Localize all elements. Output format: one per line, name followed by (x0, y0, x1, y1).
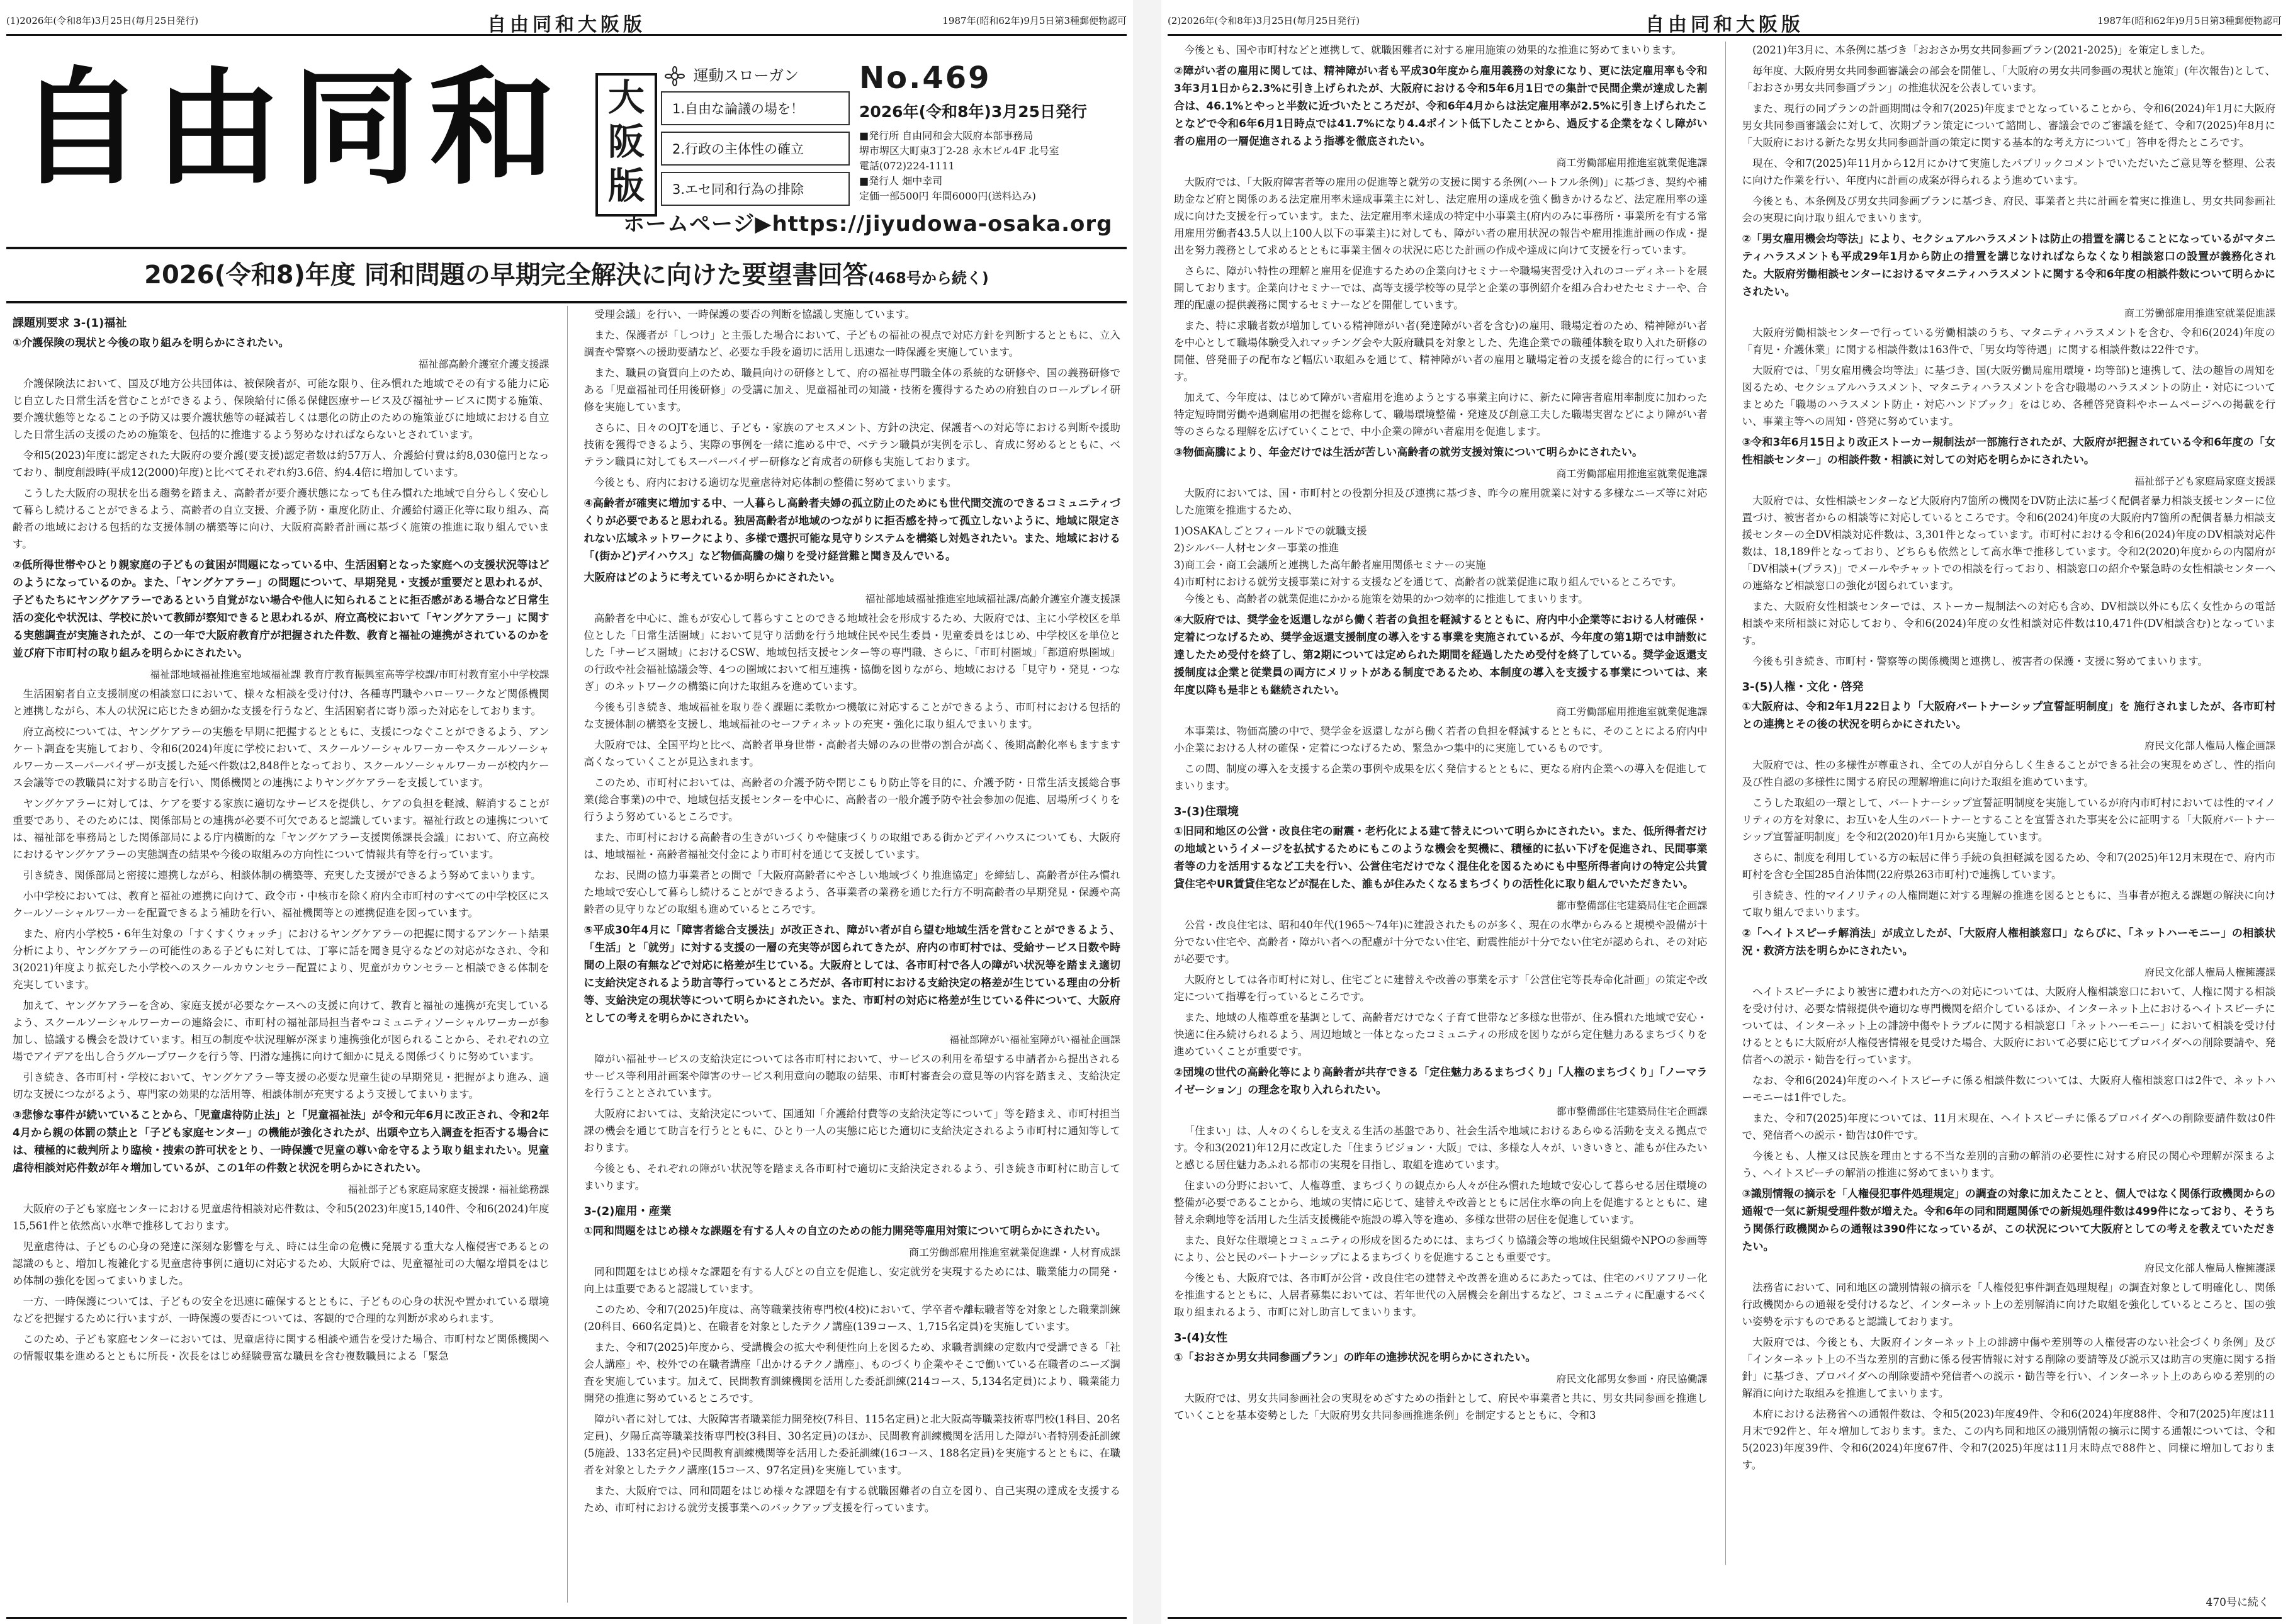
paragraph: こうした大阪府の現状を出る趨勢を踏まえ、高齢者が要介護状態になっても住み慣れた地域で自分らしく安心して暮らし続けることができるよう、高齢者の自立支援、介護予防・重度化防止、介護給付適正化等に取り組み、高齢者の地域における包括的な支援体制の構築等に向け、大阪府高齢者計画に基づく施策の推進に取り組んでいます。 (13, 487, 549, 550)
paragraph: 府立高校については、ヤングケアラーの実態を早期に把握するとともに、支援につなぐことができるよう、アンケート調査を実施しており、令和6(2024)年度に学校において、スクールソーシャルワーカーやスクールソーシャルワーカースーパーバイザーが支援した延べ件数は2,848件となっており、スクールソーシャルワーカーが校内ケース会議等での教職員に対する助言を行い、関係機関との連携によりヤングケアラーを支援しています。 (13, 726, 549, 789)
question: ①大阪府は、令和2年1月22日より「大阪府パートナーシップ宣誓証明制度」を 施行されましたが、各市町村との連携とその後の状況を明らかにされたい。 (1742, 701, 2275, 731)
paragraph: 公営・改良住宅は、昭和40年代(1965〜74年)に建設されたものが多く、現在の水準からみると規模や設備が十分でない住宅や、高齢者・障がい者への配慮が十分でない住宅、耐震性能が十分でない住宅が認められ、その対応が必要です。 (1174, 919, 1708, 965)
paragraph: 大阪府では、男女共同参画社会の実現をめざすための指針として、府民や事業者と共に、男女共同参画を推進していくことを基本姿勢とした「大阪府男女共同参画推進条例」を制定するとともに、令和3 (1174, 1392, 1708, 1421)
page-bottom-rule (1168, 1617, 2282, 1619)
page-header-right (1168, 9, 2282, 36)
article-columns-left (13, 306, 1120, 1603)
paragraph: 今後も引き続き、市町村・警察等の関係機関と連携し、被害者の保護・支援に努めてまいります。 (1752, 655, 2209, 667)
slogan-item-1: 1.自由な論議の場を！ (661, 91, 850, 125)
question: ⑤平成30年4月に「障害者総合支援法」が改正され、障がい者が自ら望む地域生活を営むことができるよう、「生活」と「就労」に対する支援の一層の充実等が図られてきたが、府内の市町村では、受給サービス日数や時間の上限の有無などで対応に格差が生じている。大阪府としては、各市町村で各人の障がい状況等を踏まえ適切に支給決定されるよう助言等行っているところだが、各市町村における支給決定の格差が生じている理由の分析等、支給決定の現状等について明らかにされたい。また、市町村の対応に格差が生じている件について、大阪府としての考えを明らかにされたい。 (583, 924, 1120, 1025)
paragraph: なお、民間の協力事業者との間で「大阪府高齢者にやさしい地域づくり推進協定」を締結し、高齢者が住み慣れた地域で安心して暮らし続けることができるよう、各事業者の業務を通じた行方不明高齢者の早期発見・保護や高齢者の見守りなどの取組も進めているところです。 (583, 869, 1120, 915)
paragraph: 大阪府では、全国平均と比べ、高齢者単身世帯・高齢者夫婦のみの世帯の割合が高く、後期高齢化率もますます高くなっていくことが見込まれます。 (583, 739, 1120, 768)
paragraph: 大阪府では、「大阪府障害者等の雇用の促進等と就労の支援に関する条例(ハートフル条例)」に基づき、契約や補助金など府と関係のある法定雇用率未達成事業主に対し、法定雇用の達成を強く働きかけるなど、法定雇用率の達成に向けた支援を行っています。また、法定雇用率未達成の特定中小事業主(府内のみに事務所・事業所を有する常用雇用労働者43.5人以上100人以下の事業主)に対しても、障がい者の雇用状況の報告や雇用推進計画の作成・提出を努力義務として求めるとともに事業主個々の状況に応じた計画の作成や達成に向けて支援を行っています。 (1174, 176, 1708, 256)
question: ①旧同和地区の公営・改良住宅の耐震・老朽化による建て替えについて明らかにされたい。また、低所得者だけの地域というイメージを払拭するためにもこのような機会を契機に、積極的に払い下げを促進され、民間事業者等の力を活用するなど工夫を行い、公営住宅だけでなく混住化を図るためにも中堅所得者向けの特定公共賃貸住宅やUR賃貸住宅などが混在した、誰もが住みたくなるまちづくりの活性化に取り組んでいただきたい。 (1174, 825, 1708, 891)
paragraph: ヘイトスピーチにより被害に遭われた方への対応については、大阪府人権相談窓口において、人権に関する相談を受け付け、必要な情報提供や適切な専門機関を紹介しているほか、インターネット上におけるヘイトスピーチについては、インターネット上の誹謗中傷やトラブルに関する相談窓口「ネットハーモニー」において相談を受け付けるとともに大阪府が人権侵害情報を見受けた場合、大阪府において必要に応じてプロバイダへの削除要請や、発信者への説示・勧告を行っています。 (1742, 986, 2275, 1066)
paragraph: また、令和7(2025)年度については、11月末現在、ヘイトスピーチに係るプロバイダへの削除要請件数は0件で、発信者への説示・勧告は0件です。 (1742, 1112, 2275, 1141)
paragraph: 大阪府の子ども家庭センターにおける児童虐待相談対応件数は、令和5(2023)年度15,140件、令和6(2024)年度15,561件と依然高い水準で推移しております。 (13, 1203, 549, 1232)
question: ③識別情報の摘示を「人権侵犯事件処理規定」の調査の対象に加えたことと、個人ではなく関係行政機関からの通報で一気に新規受理件数が増えた。令和6年の同和問題関係での新規処理件数は499件になっており、そうちう関係行政機関からの通報は390件になっているが、この状況について大阪府としての考えを教えていただきたい。 (1742, 1188, 2275, 1253)
page-header-left (6, 9, 1127, 36)
paragraph: 今後とも、大阪府では、各市町が公営・改良住宅の建替えや改善を進めるにあたっては、住宅のバリアフリー化を推進するとともに、人居者募集においては、若年世代の入居機会を創出するなど、コミュニティに配慮するべく取り組まれるよう、市町に対し助言してまいります。 (1174, 1272, 1708, 1318)
department: 府民文化部人権局人権企画課 (2144, 740, 2275, 752)
headline-text: 2026(令和8)年度 同和問題の早期完全解決に向けた要望書回答 (144, 261, 868, 290)
department: 都市整備部住宅建築局住宅企画課 (1556, 1105, 1708, 1117)
paragraph: また、良好な住環境とコミュニティの形成を図るためには、まちづくり協議会等の地域住民組織やNPOの参画等により、公と民のパートナーシップによるまちづくりを促進することも重要です。 (1174, 1234, 1708, 1263)
publisher-line: 電話(072)224-1111 (859, 160, 955, 172)
paragraph: 同和問題をはじめ様々な課題を有する人びとの自立を促進し、安定就労を実現するためには、職業能力の開発・向上は重要であると認識しています。 (583, 1266, 1120, 1295)
question: ①「おおさか男女共同参画プラン」の昨年の進捗状況を明らかにされたい。 (1174, 1351, 1536, 1364)
department: 都市整備部住宅建築局住宅企画課 (1556, 899, 1708, 911)
page-bottom-rule (6, 1617, 1127, 1619)
section-heading: 課題別要求 3-(1)福祉 (13, 317, 127, 330)
article-columns-right (1174, 42, 2275, 1565)
paragraph: 小中学校においては、教育と福祉の連携に向けて、政令市・中核市を除く府内全市町村のすべての中学校区にスクールソーシャルワーカーを配置できるよう補助を行い、福祉機関等との連携促進を図っています。 (13, 890, 549, 919)
paragraph: (2021)年3月に、本条例に基づき「おおさか男女共同参画プラン(2021-2025)」を策定しました。 (1752, 44, 2211, 56)
question: ②「ヘイトスピーチ解消法」が成立したが、「大阪府人権相談窓口」ならびに、「ネットハーモニー」の相談状況・救済方法を明らかにされたい。 (1742, 927, 2275, 957)
paragraph: 引き続き、性的マイノリティの人権問題に対する理解の推進を図るとともに、当事者が抱える課題の解決に向けて取り組んでまいります。 (1742, 889, 2275, 918)
newspaper-page-right (1161, 0, 2288, 1624)
paragraph: 今後も引き続き、地域福祉を取り巻く課題に柔軟かつ機敏に対応することができるよう、市町村における包括的な支援体制の構築を支援し、地域福祉のセーフティネットの充実・強化に取り組んでまいります。 (583, 701, 1120, 730)
paragraph: また、特に求職者数が増加している精神障がい者(発達障がい者を含む)の雇用、職場定着のため、精神障がい者を中心として職場体験受入れマッチング会や大阪府職員を対象とした、先進企業での職種体験を取り入れた研修の開催、啓発冊子の配布など幅広い取組みを通じて、精神障がい者の雇用と職場定着の支援を総合的に行っています。 (1174, 320, 1708, 383)
department: 商工労働部雇用推進室就業促進課 (1556, 157, 1708, 169)
question: ②障がい者の雇用に関しては、精神障がい者も平成30年度から雇用義務の対象になり、更に法定雇用率も令和3年3月1日から2.3%に引き上げられたが、大阪府における令和5年6月1日での集計で民間企業が達成した割合は、46.1%とやっと半数に近づいたところだが、令和6年4月からは法定雇用率が2.5%に引き上げられたことなどで令和6年6月1日時点では41.7%になり4.4ポイント低下したことから、過反する企業をなくし障がい者の雇用の一層促進されるよう指導を徹底されたい。 (1174, 65, 1708, 148)
paragraph: 引き続き、関係部局と密接に連携しながら、相談体制の構築等、充実した支援ができるよう努めてまいります。 (23, 869, 541, 881)
question: ③令和3年6月15日より改正ストーカー規制法が一部施行されたが、大阪府が把握されている令和6年度の「女性相談センター」の相談件数・相談に対しての対応を明らかにされたい。 (1742, 436, 2275, 466)
department: 福祉部障がい福祉室障がい福祉企画課 (949, 1034, 1120, 1046)
paragraph: 大阪府では、性の多様性が尊重され、全ての人が自分らしく生きることができる社会の実現をめざし、性的指向及び性自認の多様性に関する府民の理解増進に向けた取組を進めています。 (1742, 759, 2275, 788)
paragraph: 加えて、今年度は、はじめて障がい者雇用を進めようとする事業主向けに、新たに障害者雇用率制度に加わった特定短時間労働や過剰雇用の把握を総称して、職場環境整備・発達及び創意工夫した職場実習などにより障がい者等のさらなる理解を広げていくことで、中小企業の障がい者雇用を促進します。 (1174, 392, 1708, 437)
issue-date: 2026年(令和8年)3月25日発行 (859, 103, 1088, 121)
header-title-left: 自由同和大阪版 (487, 14, 646, 36)
paragraph: 大阪府としては各市町村に対し、住宅ごとに建替えや改善の事業を示す「公営住宅等長寿命化計画」の策定や改定について指導を行っているところです。 (1174, 974, 1708, 1003)
article-column-1 (13, 306, 549, 1603)
department: 福祉部高齢介護室介護支援課 (418, 358, 549, 370)
paragraph: 介護保険法において、国及び地方公共団体は、被保険者が、可能な限り、住み慣れた地域でその有する能力に応じ自立した日常生活を営むことができるよう、保険給付に係る保健医療サービス及び福祉サービスに関する施策、要介護状態等となることの予防又は要介護状態等の軽減若しくは悪化の防止のための施策並びに地域における自立した日常生活の支援のための施策を、包括的に推進するよう努めなければならないとされています。 (13, 378, 549, 441)
header-date-right: (2)2026年(令和8年)3月25日(毎月25日発行) (1168, 15, 1360, 26)
paragraph: 大阪府では、女性相談センターなど大阪府内7箇所の機関をDV防止法に基づく配偶者暴力相談支援センターに位置づけ、被害者からの相談等に対応しているところです。令和6(2024)年度の大阪府内7箇所の配偶者暴力相談支援センターの全DV相談対応件数は、3,301件となっています。市町村における令和6(2024)年度のDV相談対応件数は、18,189件となっており、どちらも依然として高水準で推移しています。令和2(2020)年度からの内閣府が「DV相談+(プラス)」でメールやチャットでの相談を行っており、相談窓口の紹介や緊急時の女性相談センターへの連絡など相談窓口の強化が図られています。 (1742, 495, 2275, 592)
paragraph: ヤングケアラーに対しては、ケアを要する家族に適切なサービスを提供し、ケアの負担を軽減、解消することが重要であり、そのためには、関係部局との連携が必要不可欠であると認識しています。福祉行政との連携については、福祉部を事務局とした関係部局による庁内横断的な「ヤングケアラー支援関係課長会議」において、府立高校におけるヤングケアラーの実態調査の結果や今後の取組みの方向性について情報共有等を行っています。 (13, 798, 549, 860)
main-headline (6, 247, 1127, 303)
department: 商工労働部雇用推進室就業促進課 (2124, 307, 2275, 319)
question: ④大阪府では、奨学金を返還しながら働く若者の負担を軽減するとともに、府内中小企業等における人材確保・定着につなげるため、奨学金返還支援制度の導入をする事業を実施されているが、今年度の第1期では申請数に達したため受付を終了し、第2期については定められた期間を経過したため受付を終了している。奨学金返還支援制度は企業と従業員の両方にメリットがある制度であるため、本制度の導入を支援する事業については、来年度以降も是非とも継続されたい。 (1174, 614, 1708, 697)
department: 福祉部地域福祉推進室地域福祉課 教育庁教育振興室高等学校課/市町村教育室小中学校課 (150, 668, 549, 680)
paragraph: このため、子ども家庭センターにおいては、児童虐待に関する相談や通告を受けた場合、市町村など関係機関への情報収集を進めるとともに所長・次長をはじめ経験豊富な職員を含む複数職員による「緊急 (13, 1333, 549, 1362)
header-date-left: (1)2026年(令和8年)3月25日(毎月25日発行) (6, 15, 199, 26)
publisher-line: 定価一部500円 年間6000円(送料込み) (859, 190, 1036, 202)
paragraph: 今後とも、高齢者の就業促進にかかる施策を効果的かつ効率的に推進してまいります。 (1184, 593, 1589, 605)
paragraph: 引き続き、各市町村・学校において、ヤングケアラー等支援の必要な児童生徒の早期発見・把握がより進み、適切な支援につながるよう、専門家の効果的な活用等、相談体制が充実するよう支援してまいります。 (13, 1071, 549, 1100)
headline-sub: (468号から続く) (867, 269, 989, 287)
paragraph: なお、令和6(2024)年度のヘイトスピーチに係る相談件数については、大阪府人権相談窓口は2件で、ネットハーモニーは1件でした。 (1742, 1074, 2275, 1103)
paragraph: 大阪府においては、支給決定について、国通知「介護給付費等の支給決定等について」等を踏まえ、市町村担当課の機会を通じて助言を行うとともに、ひとり一人の実態に応じた適切に支給決定されるよう市町村に通知等しております。 (583, 1108, 1120, 1154)
department: 府民文化部人権局人権擁護課 (2144, 1262, 2275, 1274)
paragraph: また、市町村における高齢者の生きがいづくりや健康づくりの取組である街かどデイハウスについても、大阪府は、地域福祉・高齢者福祉交付金により市町村を通じて支援しています。 (583, 832, 1120, 860)
paragraph: こうした取組の一環として、パートナーシップ宣誓証明制度を実施しているが府内市町村においては性的マイノリティの方を対象に、お互いを人生のパートナーとすることを宣誓された事実を公に証明する「大阪府パートナーシップ宣誓証明制度」を令和2(2020)年1月から実施しています。 (1742, 797, 2275, 843)
article-column-2 (567, 306, 1121, 1603)
paragraph: また、現行の同プランの計画期間は令和7(2025)年度までとなっていることから、令和6(2024)年1月に大阪府男女共同参画審議会に対して、次期プラン策定について諮問し、審議会でのご審議を経て、令和7(2025)年8月に「大阪府における新たな男女共同参画計画の策定に関する基本的な考え方について」答申を得たところです。 (1742, 103, 2275, 149)
question: ④高齢者が確実に増加する中、一人暮らし高齢者夫婦の孤立防止のためにも世代間交流のできるコミュニティづくりが必要であると思われる。独居高齢者が地域のつながりに拒否感を持って孤立しないように、地域に限定されない広域ネットワークにより、多様で選択可能な見守りシステムを構築し対処されたい。また、地域における「(街かど)デイハウス」など物価高騰の煽りを受け経営難と聞き及んでいる。 (583, 497, 1120, 563)
question: ②団塊の世代の高齢化等により高齢者が共存できる「定住魅力あるまちづくり」「人権のまちづくり」「ノーマライゼーション」の理念を取り入れられたい。 (1174, 1066, 1708, 1097)
section-heading: 3-(3)住環境 (1174, 805, 1239, 818)
paragraph: 本事業は、物価高騰の中で、奨学金を返還しながら働く若者の負担を軽減するとともに、そのことによる府内中小企業における人材の確保・定着につなげるため、緊急かつ集中的に実施しているものです。 (1174, 725, 1708, 754)
paragraph: また、保護者が「しつけ」と主張した場合において、子どもの福祉の視点で対応方針を判断するとともに、立入調査や警察への援助要請など、必要な手段を適切に活用し迅速な一時保護を実施しています。 (583, 329, 1120, 358)
newspaper-page-left (0, 0, 1133, 1624)
department: 商工労働部雇用推進室就業促進課・人材育成課 (908, 1246, 1120, 1258)
paragraph: 「住まい」は、人々のくらしを支える生活の基盤であり、社会生活や地域におけるあらゆる活動を支える拠点です。令和3(2021)年12月に改定した「住まうビジョン・大阪」では、多様な人々が、いきいきと、誰もが住みたいと感じる居住魅力あふれる都市の実現を目指し、取組を進めています。 (1174, 1125, 1708, 1171)
paragraph: さらに、障がい特性の理解と雇用を促進するための企業向けセミナーや職場実習受け入れのコーディネートを展開しております。企業向けセミナーでは、高等支援学校等の見学と企業の事例紹介を組み合わせたセミナーや、合理的配慮の提供義務に関するセミナーなどを開催しています。 (1174, 265, 1708, 311)
slogan-item-3: 3.エセ同和行為の排除 (661, 172, 850, 206)
paragraph: この間、制度の導入を支援する企業の事例や成果を広く発信するとともに、更なる府内企業への導入を促進してまいります。 (1174, 763, 1708, 792)
paragraph: 加えて、ヤングケアラーを含め、家庭支援が必要なケースへの支援に向けて、教育と福祉の連携が充実しているよう、スクールソーシャルワーカーの連絡会に、市町村の福祉部局担当者やコミュニティソーシャルワーカーが参加し、協議する機会を設けています。相互の制度や状況理解が深まり連携強化が図られることから、それぞれの立場でアイデアを出し合うグループワークを行う等、円滑な連携に向けて細かに見える関係づくりに努めています。 (13, 1000, 549, 1063)
department: 商工労働部雇用推進室就業促進課 (1556, 706, 1708, 718)
paragraph: このため、令和7(2025)年度は、高等職業技術専門校(4校)において、学卒者や離転職者等を対象とした職業訓練(20科目、660名定員)と、在職者を対象としたテクノ講座(139コース、1,715名定員)を実施しています。 (583, 1304, 1120, 1333)
question: ③悲惨な事件が続いていることから、「児童虐待防止法」と「児童福祉法」が令和元年6月に改正され、令和2年4月から親の体罰の禁止と「子ども家庭センター」の機能が強化されたが、出頭や立ち入調査を拒否する場合には、積極的に裁判所より臨検・捜索の許可状をとり、一時保護で児童の尊い命を守るよう取り組まれたい。児童虐待相談対応件数が年々増加しているが、この1年の件数と状況を明らかにされたい。 (13, 1109, 549, 1175)
newspaper-logo: 自由同和 (18, 54, 567, 202)
paragraph: 本府における法務省への通報件数は、令和5(2023)年度49件、令和6(2024)年度88件、令和7(2025)年度は11月末で92件と、年々増加しております。また、この内ち同和地区の識別情報の摘示に関する通報については、令和5(2023)年度39件、令和6(2024)年度67件、令和7(2025)年度は11月末時点で88件と、同様に増加しております。 (1742, 1408, 2275, 1471)
question: ①同和問題をはじめ様々な課題を有する人々の自立のための能力開発等雇用対策について明らかにされたい。 (583, 1225, 1107, 1238)
paragraph: 令和5(2023)年度に認定された大阪府の要介護(要支援)認定者数は約57万人、介護給付費は約8,030億円となっており、制度創設時(平成12(2000)年度)と比べてそれぞれ約3.6倍、約4.4倍に増加しています。 (13, 449, 549, 478)
flower-icon (665, 66, 685, 86)
paragraph: 現在、令和7(2025)年11月から12月にかけて実施したパブリックコメントでいただいたご意見等を整理、公表に向けた作業を行い、年度内に計画の成案が得られるよう進めています。 (1742, 157, 2275, 186)
header-title-right: 自由同和大阪版 (1645, 14, 1804, 36)
paragraph: 大阪府においては、国・市町村との役割分担及び連携に基づき、昨今の雇用就業に対する多様なニーズ等に対応した施策を推進するため、 (1174, 487, 1708, 516)
department: 府民文化部男女参画・府民協働課 (1556, 1373, 1708, 1385)
list-item: 1)OSAKAしごとフィールドでの就職支援 (1174, 525, 1367, 537)
department: 福祉部子ども家庭局家庭支援課・福祉総務課 (347, 1183, 549, 1195)
paragraph: また、地域の人権尊重を基調として、高齢者だけでなく子育て世帯など多様な世帯が、住み慣れた地域で安心・快適に住み続けられるよう、周辺地域と一体となったコミュニティの形成を図りながら定住魅力あるまちづくりを進めていくことが重要です。 (1174, 1012, 1708, 1057)
paragraph: 大阪府では、今後とも、大阪府インターネット上の誹謗中傷や差別等の人権侵害のない社会づくり条例」及び「インターネット上の不当な差別的言動に係る侵害情報に対する削除の要請等及び説示又は助言の実施に関する指針」に基づき、プロバイダへの削除要請や発信者への説示・勧告等を行い、インターネット上のあらゆる差別的の解消に向けた取組みを推進してまいります。 (1742, 1336, 2275, 1399)
paragraph: さらに、日々のOJTを通じ、子ども・家族のアセスメント、方針の決定、保護者への対応等における判断や援助技術を獲得できるよう、実際の事例を一緒に進める中で、ベテラン職員が実例を示し、育成に努めるとともに、ベテラン職員に対してもスーパーバイザー研修など育成者の研修も実施しております。 (583, 422, 1120, 468)
paragraph: 今後とも、本条例及び男女共同参画プランに基づき、府民、事業者と共に計画を着実に推進し、男女共同参画社会の実現に向け取り組んでまいります。 (1742, 195, 2275, 224)
list-item: 3)商工会・商工会議所と連携した高年齢者雇用関係セミナーの実施 (1174, 559, 1486, 571)
paragraph: また、府内小学校5・6年生対象の「すくすくウォッチ」におけるヤングケアラーの把握に関するアンケート結果分析により、ヤングケアラーの可能性のある子どもに対しては、丁寧に話を聞き見守るなどの対応がなされ、令和3(2021)年度より拡充した小学校へのスクールカウンセラー配置により、児童がカウンセラーと相談できる体制を充実しています。 (13, 928, 549, 991)
article-column-4 (1725, 42, 2276, 1565)
paragraph: 生活困窮者自立支援制度の相談窓口において、様々な相談を受け付け、各種専門職やハローワークなど関係機関と連携しながら、本人の状況に応じたきめ細かな支援を行うなど、生活困窮者に寄り添った対応をしております。 (13, 688, 549, 717)
paragraph: 今後とも、人権又は民族を理由とする不当な差別的言動の解消の必要性に対する府民の関心や理解が深まるよう、ヘイトスピーチの解消の推進に努めてまいります。 (1742, 1150, 2275, 1179)
paragraph: また、大阪府では、同和問題をはじめ様々な課題を有する就職困難者の自立を図り、自己実現の達成を支援するため、市町村における就労支援事業へのバックアップ支援を行っています。 (583, 1485, 1120, 1514)
paragraph: このため、市町村においては、高齢者の介護予防や閉じこもり防止等を目的に、介護予防・日常生活支援総合事業(総合事業)の中で、地域包括支援センターを中心に、高齢者の一般介護予防や社会参加の促進、居場所づくりを行うよう努めているところです。 (583, 777, 1120, 823)
section-heading: 3-(4)女性 (1174, 1331, 1227, 1345)
paragraph: また、職員の資質向上のため、職員向けの研修として、府の福祉専門職全体の系統的な研修や、国の義務研修である「児童福祉司任用後研修」の受講に加え、児童福祉司の知識・技術を獲得するための府独自のロールプレイ研修を実施しています。 (583, 367, 1120, 413)
continued-note: 470号に続く (2206, 1596, 2269, 1609)
list-item: 4)市町村における就労支援事業に対する支援などを通じて、高齢者の就業促進に取り組んでいるところです。 (1174, 576, 1682, 588)
paragraph: 住まいの分野において、人権尊重、まちづくりの観点から人々が住み慣れた地域で安心して暮らせる居住環境の整備が必要であることから、地域の実情に応じて、建替えや改善とともに居住水準の向上を促進するとともに、建替え余剰地等を活用した生活支援機能や施設の導入等を進め、多様な世帯の居住を促進しています。 (1174, 1180, 1708, 1226)
masthead (6, 42, 1127, 243)
paragraph: 大阪府では、「男女雇用機会均等法」に基づき、国(大阪労働局雇用環境・均等部)と連携して、法の趣旨の周知を図るため、セクシュアルハラスメント、マタニティハラスメントを含む職場のハラスメントの防止・対応についてまとめた「職場のハラスメント防止・対応ハンドブック」をはじめ、各種啓発資料やホームページへの掲載を行い、事業主等への周知・啓発に努めています。 (1742, 364, 2275, 427)
paragraph: 毎年度、大阪府男女共同参画審議会の部会を開催し、「大阪府の男女共同参画の現状と施策」(年次報告)として、「おおさか男女共同参画プラン」の推進状況を公表しています。 (1742, 65, 2275, 94)
paragraph: 一方、一時保護については、子どもの安全を迅速に確保するとともに、子どもの心身の状況や置かれている環境などを把握するために行いますが、一時保護の要否については、客観的で合理的な判断が求められます。 (13, 1295, 549, 1324)
publisher-line: ■発行人 畑中幸司 (859, 175, 943, 187)
question: ②低所得世帯やひとり親家庭の子どもの貧困が問題になっている中、生活困窮となった家庭への支援状況等はどのようになっているのか。また、「ヤングケアラー」の問題について、早期発見・支援が重要だと思われるが、子どもたちにヤングケアラーであるという自覚がない場合や他人に知られることに拒否感がある場合など日常生活の変化や状況は、学校に於いて教師が察知できると思われるが、府立高校において「ヤングケアラー」に関する実態調査が実施されたが、この一年で大阪府教育庁が把握された件数、教育と福祉の連携がされているのかを並び府下市町村の取り組みを明らかにされたい。 (13, 559, 549, 660)
question: ③物価高騰により、年金だけでは生活が苦しい高齢者の就労支援対策について明らかにされたい。 (1174, 446, 1643, 459)
paragraph: 障がい者に対しては、大阪障害者職業能力開発校(7科目、115名定員)と北大阪高等職業技術専門校(1科目、20名定員)、夕陽丘高等職業技術専門校(3科目、30名定員)のほか、民間教育訓練機関を活用した障がい者特別委託訓練(5施設、133名定員)や民間教育訓練機関等を活用した委託訓練(16コース、188名定員)を実施するとともに、在職者を対象としたテクノ講座(15コース、97名定員)を実施しています。 (583, 1413, 1120, 1476)
slogan-box (661, 60, 850, 230)
department: 福祉部地域福祉推進室地域福祉課/高齢介護室介護支援課 (865, 593, 1120, 605)
article-column-3 (1174, 42, 1708, 1565)
paragraph: 今後とも、府内における適切な児童虐待対応体制の整備に努めてまいります。 (594, 476, 957, 488)
paragraph: 大阪府労働相談センターで行っている労働相談のうち、マタニティハラスメントを含む、令和6(2024)年度の「育児・介護休業」に関する相談件数は163件で、「男女均等待遇」に関する相談件数は22件です。 (1742, 327, 2275, 356)
question: 大阪府はどのように考えているか明らかにされたい。 (583, 572, 841, 584)
osaka-edition-box: 大阪版 (595, 73, 657, 217)
publisher-line: ■発行所 自由同和会大阪府本部事務局 (859, 130, 1034, 142)
publisher-line: 堺市堺区大町東3丁2-28 永木ビル4F 北号室 (859, 145, 1059, 157)
header-permit-left: 1987年(昭和62年)9月5日第3種郵便物認可 (942, 15, 1127, 26)
homepage-link[interactable]: ホームページ▶https://jiyudowa-osaka.org (623, 211, 1113, 237)
paragraph: さらに、制度を利用している方の転居に伴う手続の負担軽減を図るため、令和7(2025)年12月末現在で、府内市町村を含む全国285自治体間(22府県263市町村)で連携しています。 (1742, 852, 2275, 881)
section-heading: 3-(2)雇用・産業 (583, 1205, 672, 1218)
paragraph: 受理会議」を行い、一時保護の要否の判断を協議し実施しています。 (594, 308, 916, 320)
slogan-item-2: 2.行政の主体性の確立 (661, 132, 850, 166)
page-gutter (1133, 0, 1161, 1624)
paragraph: 障がい福祉サービスの支給決定については各市町村において、サービスの利用を希望する申請者から提出されるサービス等利用計画案や障害のサービス利用意向の聴取の結果、市町村審査会の意見等の内容を踏まえ、支給決定を行うこととされています。 (583, 1053, 1120, 1099)
section-heading: 3-(5)人権・文化・啓発 (1742, 680, 1864, 694)
slogan-title: 運動スローガン (693, 67, 799, 84)
issue-number: No.469 (859, 60, 991, 96)
paragraph: 高齢者を中心に、誰もが安心して暮らすことのできる地域社会を形成するため、大阪府では、主に小学校区を単位とした「日常生活圏域」において見守り活動を行う地域住民や民生委員・児童委員をはじめ、中学校区を単位とした「サービス圏域」におけるCSW、地域包括支援センター等の専門職、さらに、「市町村圏域」「都道府県圏域」の行政や社会福祉協議会等、4つの圏域において相互連携・協働を図りながら、地域における「見守り・発見・つなぎ」のネットワークの構築に向けた取組みを進めています。 (583, 612, 1120, 692)
department: 福祉部子ども家庭局家庭支援課 (2134, 475, 2275, 487)
issue-info (859, 60, 1124, 204)
paragraph: 今後とも、国や市町村などと連携して、就職困難者に対する雇用施策の効果的な推進に努めてまいります。 (1184, 44, 1682, 56)
list-item: 2)シルバー人材センター事業の推進 (1174, 542, 1339, 554)
paragraph: 法務省において、同和地区の識別情報の摘示を「人権侵犯事件調査処理規程」の調査対象として明確化し、関係行政機関からの通報を受付けるなど、インターネット上の差別解消に向けた取組を強化しているところと、国の強い姿勢を示すものであると認識しております。 (1742, 1282, 2275, 1328)
paragraph: また、令和7(2025)年度から、受講機会の拡大や利便性向上を図るため、求職者訓練の定数内で受講できる「社会人講座」や、校外での在職者講座「出かけるテクノ講座」、ものづくり企業やそこで働いている在職者のニーズ調査を実施しています。加えて、民間教育訓練機関を活用した委託訓練(214コース、5,134名定員)により、職業能力開発の推進に努めているところです。 (583, 1341, 1120, 1404)
question: ②「男女雇用機会均等法」により、セクシュアルハラスメントは防止の措置を講じることになっているがマタニティハラスメントも平成29年1月から防止の措置を講じなければならなくなり相談窓口の設置が義務化された。大阪府労働相談センターにおけるマタニティハラスメントに関する令和6年度の相談件数について明らかにされたい。 (1742, 233, 2275, 298)
department: 府民文化部人権局人権擁護課 (2144, 966, 2275, 978)
paragraph: 児童虐待は、子どもの心身の発達に深刻な影響を与え、時には生命の危機に発展する重大な人権侵害であるとの認識のもと、増加し複雑化する児童虐待事例に適切に対応するため、大阪府では、児童福祉司の大幅な増員をはじめ体制の強化を図ってまいりました。 (13, 1241, 549, 1287)
paragraph: また、大阪府女性相談センターでは、ストーカー規制法への対応も含め、DV相談以外にも広く女性からの電話相談や来所相談に対応しており、令和6(2024)年度の女性相談対応件数は10,471件(DV相談含む)となっています。 (1742, 601, 2275, 646)
department: 商工労働部雇用推進室就業促進課 (1556, 468, 1708, 480)
question: ①介護保険の現状と今後の取り組みを明らかにされたい。 (13, 337, 290, 349)
paragraph: 今後とも、それぞれの障がい状況等を踏まえ各市町村で適切に支給決定されるよう、引き続き市町村に助言してまいります。 (583, 1163, 1120, 1192)
header-permit-right: 1987年(昭和62年)9月5日第3種郵便物認可 (2097, 15, 2282, 26)
